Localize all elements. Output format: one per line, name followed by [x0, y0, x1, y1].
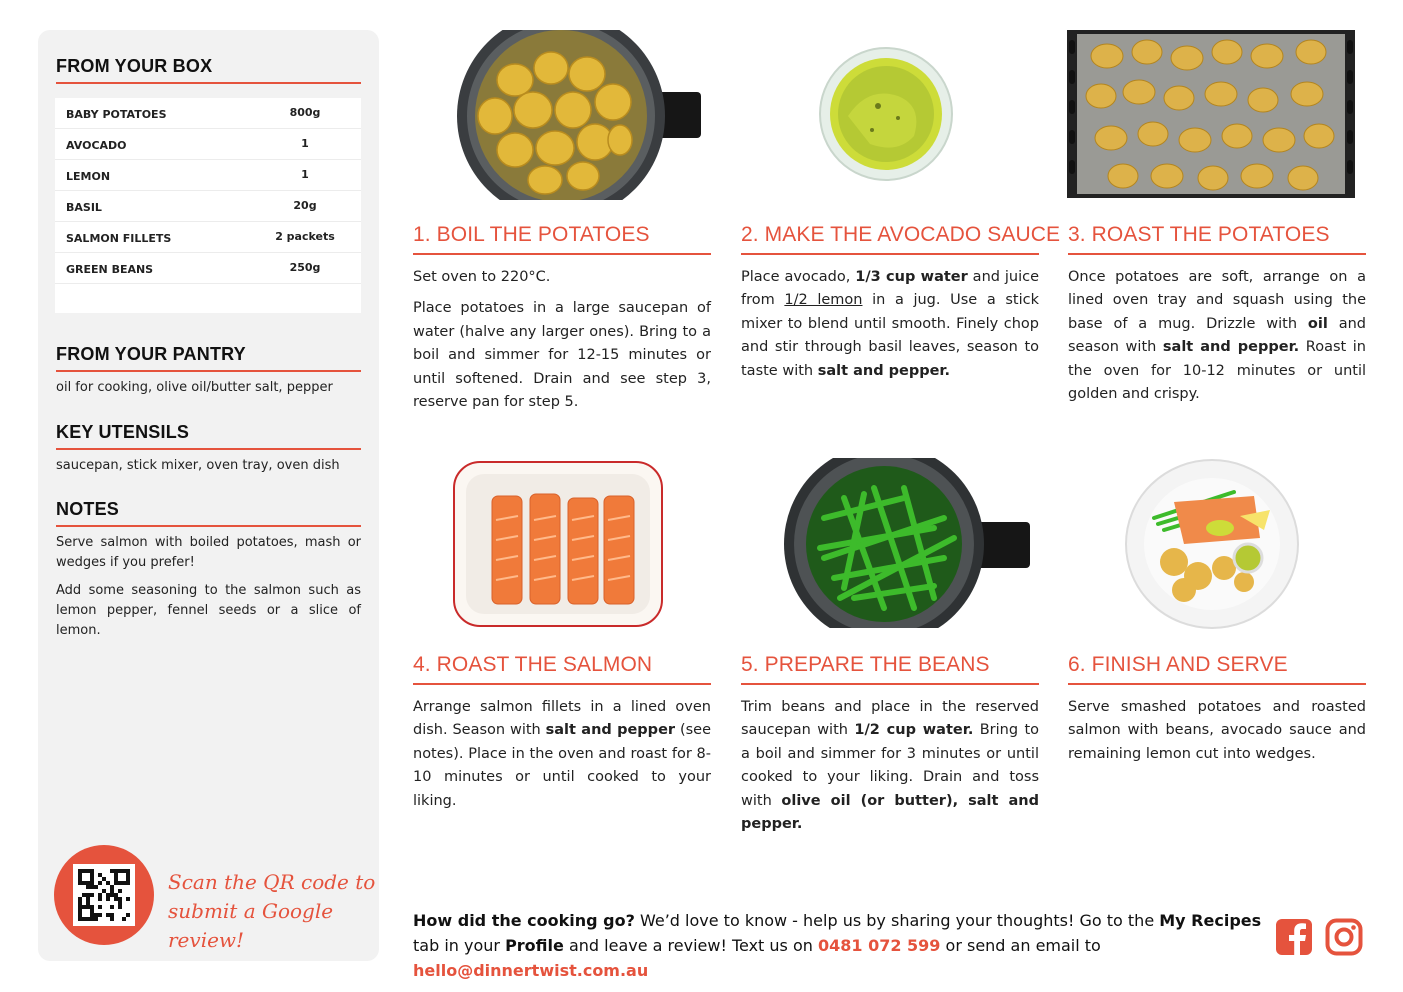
text-run: Place avocado,	[741, 269, 856, 285]
section-divider	[56, 525, 361, 527]
ingredient-row	[55, 191, 361, 222]
step-4-text	[413, 696, 711, 821]
green-beans-image	[784, 458, 1034, 632]
ingredient-name: SALMON FILLETS	[66, 232, 172, 245]
text-run: in a jug. Use a stick mixer to blend until smooth. Finely chop and stir through basil leaves, season to taste with	[741, 292, 1039, 379]
section-divider	[56, 448, 361, 450]
section-divider	[56, 370, 361, 372]
ingredient-qty: 800g	[289, 106, 321, 119]
ingredient-name: BABY POTATOES	[66, 108, 167, 121]
step-divider	[413, 253, 711, 255]
step-2-title: 2. MAKE THE AVOCADO SAUCE	[741, 223, 1061, 246]
from-your-box-title: FROM YOUR BOX	[56, 56, 213, 76]
bold-text: salt and pepper.	[817, 362, 951, 379]
ingredient-row	[55, 129, 361, 160]
step-2-paragraph	[741, 266, 1039, 383]
notes-paragraph: Add some seasoning to the salmon such as lemon pepper, fennel seeds or a slice of lemon.	[56, 583, 361, 638]
step-6-text	[1068, 696, 1366, 774]
ingredient-name: LEMON	[66, 170, 111, 183]
step-6-title: 6. FINISH AND SERVE	[1068, 653, 1288, 676]
smashed-potatoes-image	[1067, 30, 1355, 202]
pantry-text: oil for cooking, olive oil/butter salt, pepper	[56, 380, 333, 395]
text-run: (see notes). Place in the oven and roast for 8-10 minutes or until cooked to your liking.	[413, 722, 712, 809]
bold-text: salt and pepper.	[1162, 339, 1300, 356]
text-run: Bring to a boil and simmer for 3 minutes or until cooked to your liking. Drain and toss with	[741, 722, 1039, 809]
text-run: We’d love to know - help us by sharing your thoughts! Go to the	[634, 911, 1160, 930]
step-1-title: 1. BOIL THE POTATOES	[413, 223, 650, 246]
ingredient-name: GREEN BEANS	[66, 263, 154, 276]
text-run: or send an email to	[940, 936, 1101, 955]
bold-text: 1/3 cup water	[855, 269, 968, 285]
email-link[interactable]: hello@dinnertwist.com.au	[413, 961, 649, 980]
text-run: and season with	[1068, 315, 1366, 356]
avocado-sauce-image	[818, 46, 954, 186]
step-3-text	[1068, 266, 1366, 414]
ingredient-qty: 20g	[293, 199, 317, 212]
instagram-icon[interactable]	[1325, 918, 1363, 956]
qr-code-icon[interactable]	[73, 864, 135, 926]
bold-text: olive oil (or butter), salt and pepper.	[741, 792, 1040, 833]
notes-paragraph: Serve salmon with boiled potatoes, mash or wedges if you prefer!	[56, 535, 361, 570]
ingredient-row	[55, 98, 361, 129]
profile-link[interactable]: Profile	[505, 936, 564, 955]
step-3-title: 3. ROAST THE POTATOES	[1068, 223, 1330, 246]
feedback-footer	[413, 908, 1263, 983]
step-5-paragraph	[741, 696, 1039, 836]
text-run: Roast in the oven for 10-12 minutes or until golden and crispy.	[1068, 339, 1366, 403]
qr-caption-line: Scan the QR code to	[168, 870, 376, 894]
ingredient-name: BASIL	[66, 201, 102, 214]
step-divider	[741, 683, 1039, 685]
phone-link[interactable]: 0481 072 599	[817, 936, 941, 955]
ingredient-name: AVOCADO	[66, 139, 127, 152]
text-run: Once potatoes are soft, arrange on a lined oven tray and squash using the base of a mug. Drizzle with	[1068, 269, 1366, 332]
plated-dish-image	[1124, 458, 1300, 634]
step-4-title: 4. ROAST THE SALMON	[413, 653, 653, 676]
bold-text: salt and pepper	[545, 722, 676, 739]
step-6-paragraph: Serve smashed potatoes and roasted salmon with beans, avocado sauce and remaining lemon cut into wedges.	[1068, 699, 1366, 762]
text-run: and juice from	[741, 269, 1039, 309]
text-run: Arrange salmon fillets in a lined oven dish. Season with	[413, 699, 711, 739]
qr-caption	[168, 868, 379, 955]
step-1-text	[413, 266, 711, 422]
step-5-title: 5. PREPARE THE BEANS	[741, 653, 990, 676]
ingredients-sidebar	[38, 30, 379, 961]
step-divider	[1068, 253, 1366, 255]
bold-text: oil	[1307, 315, 1328, 332]
ingredient-row	[55, 222, 361, 253]
from-your-pantry-title: FROM YOUR PANTRY	[56, 344, 246, 364]
step-1-paragraph: Set oven to 220°C.	[413, 269, 551, 285]
facebook-icon[interactable]	[1275, 918, 1313, 956]
ingredient-row	[55, 253, 361, 284]
step-5-text	[741, 696, 1039, 844]
ingredient-qty: 1	[301, 168, 309, 181]
step-4-paragraph	[413, 696, 711, 813]
step-1-paragraph: Place potatoes in a large saucepan of water (halve any larger ones). Bring to a boil and simmer for 12-15 minutes or until softened. Drain and see step 3, reserve pan for step 5.	[413, 300, 711, 411]
step-divider	[741, 253, 1039, 255]
qr-caption-line: submit a Google review!	[168, 899, 334, 952]
boiled-potatoes-image	[455, 30, 705, 204]
step-divider	[1068, 683, 1366, 685]
salmon-dish-image	[452, 460, 664, 632]
notes-title: NOTES	[56, 499, 120, 519]
ingredient-qty: 1	[301, 137, 309, 150]
text-run: Trim beans and place in the reserved saucepan with	[741, 699, 1039, 739]
utensils-text: saucepan, stick mixer, oven tray, oven dish	[56, 458, 340, 473]
bold-text: 1/2 cup water.	[854, 722, 974, 739]
ingredients-table	[55, 98, 361, 313]
ingredient-qty: 2 packets	[275, 230, 335, 243]
step-divider	[413, 683, 711, 685]
section-divider	[56, 82, 361, 84]
text-run: and leave a review! Text us on	[563, 936, 818, 955]
step-2-text	[741, 266, 1039, 391]
underlined-text: 1/2 lemon	[784, 292, 863, 309]
qr-module	[126, 917, 130, 921]
feedback-question: How did the cooking go?	[413, 911, 635, 930]
ingredient-row	[55, 160, 361, 191]
key-utensils-title: KEY UTENSILS	[56, 422, 190, 442]
my-recipes-link[interactable]: My Recipes	[1159, 911, 1262, 930]
text-run: tab in your	[413, 936, 506, 955]
qr-code-badge[interactable]	[54, 845, 154, 945]
ingredient-qty: 250g	[289, 261, 321, 274]
step-3-paragraph	[1068, 266, 1366, 406]
